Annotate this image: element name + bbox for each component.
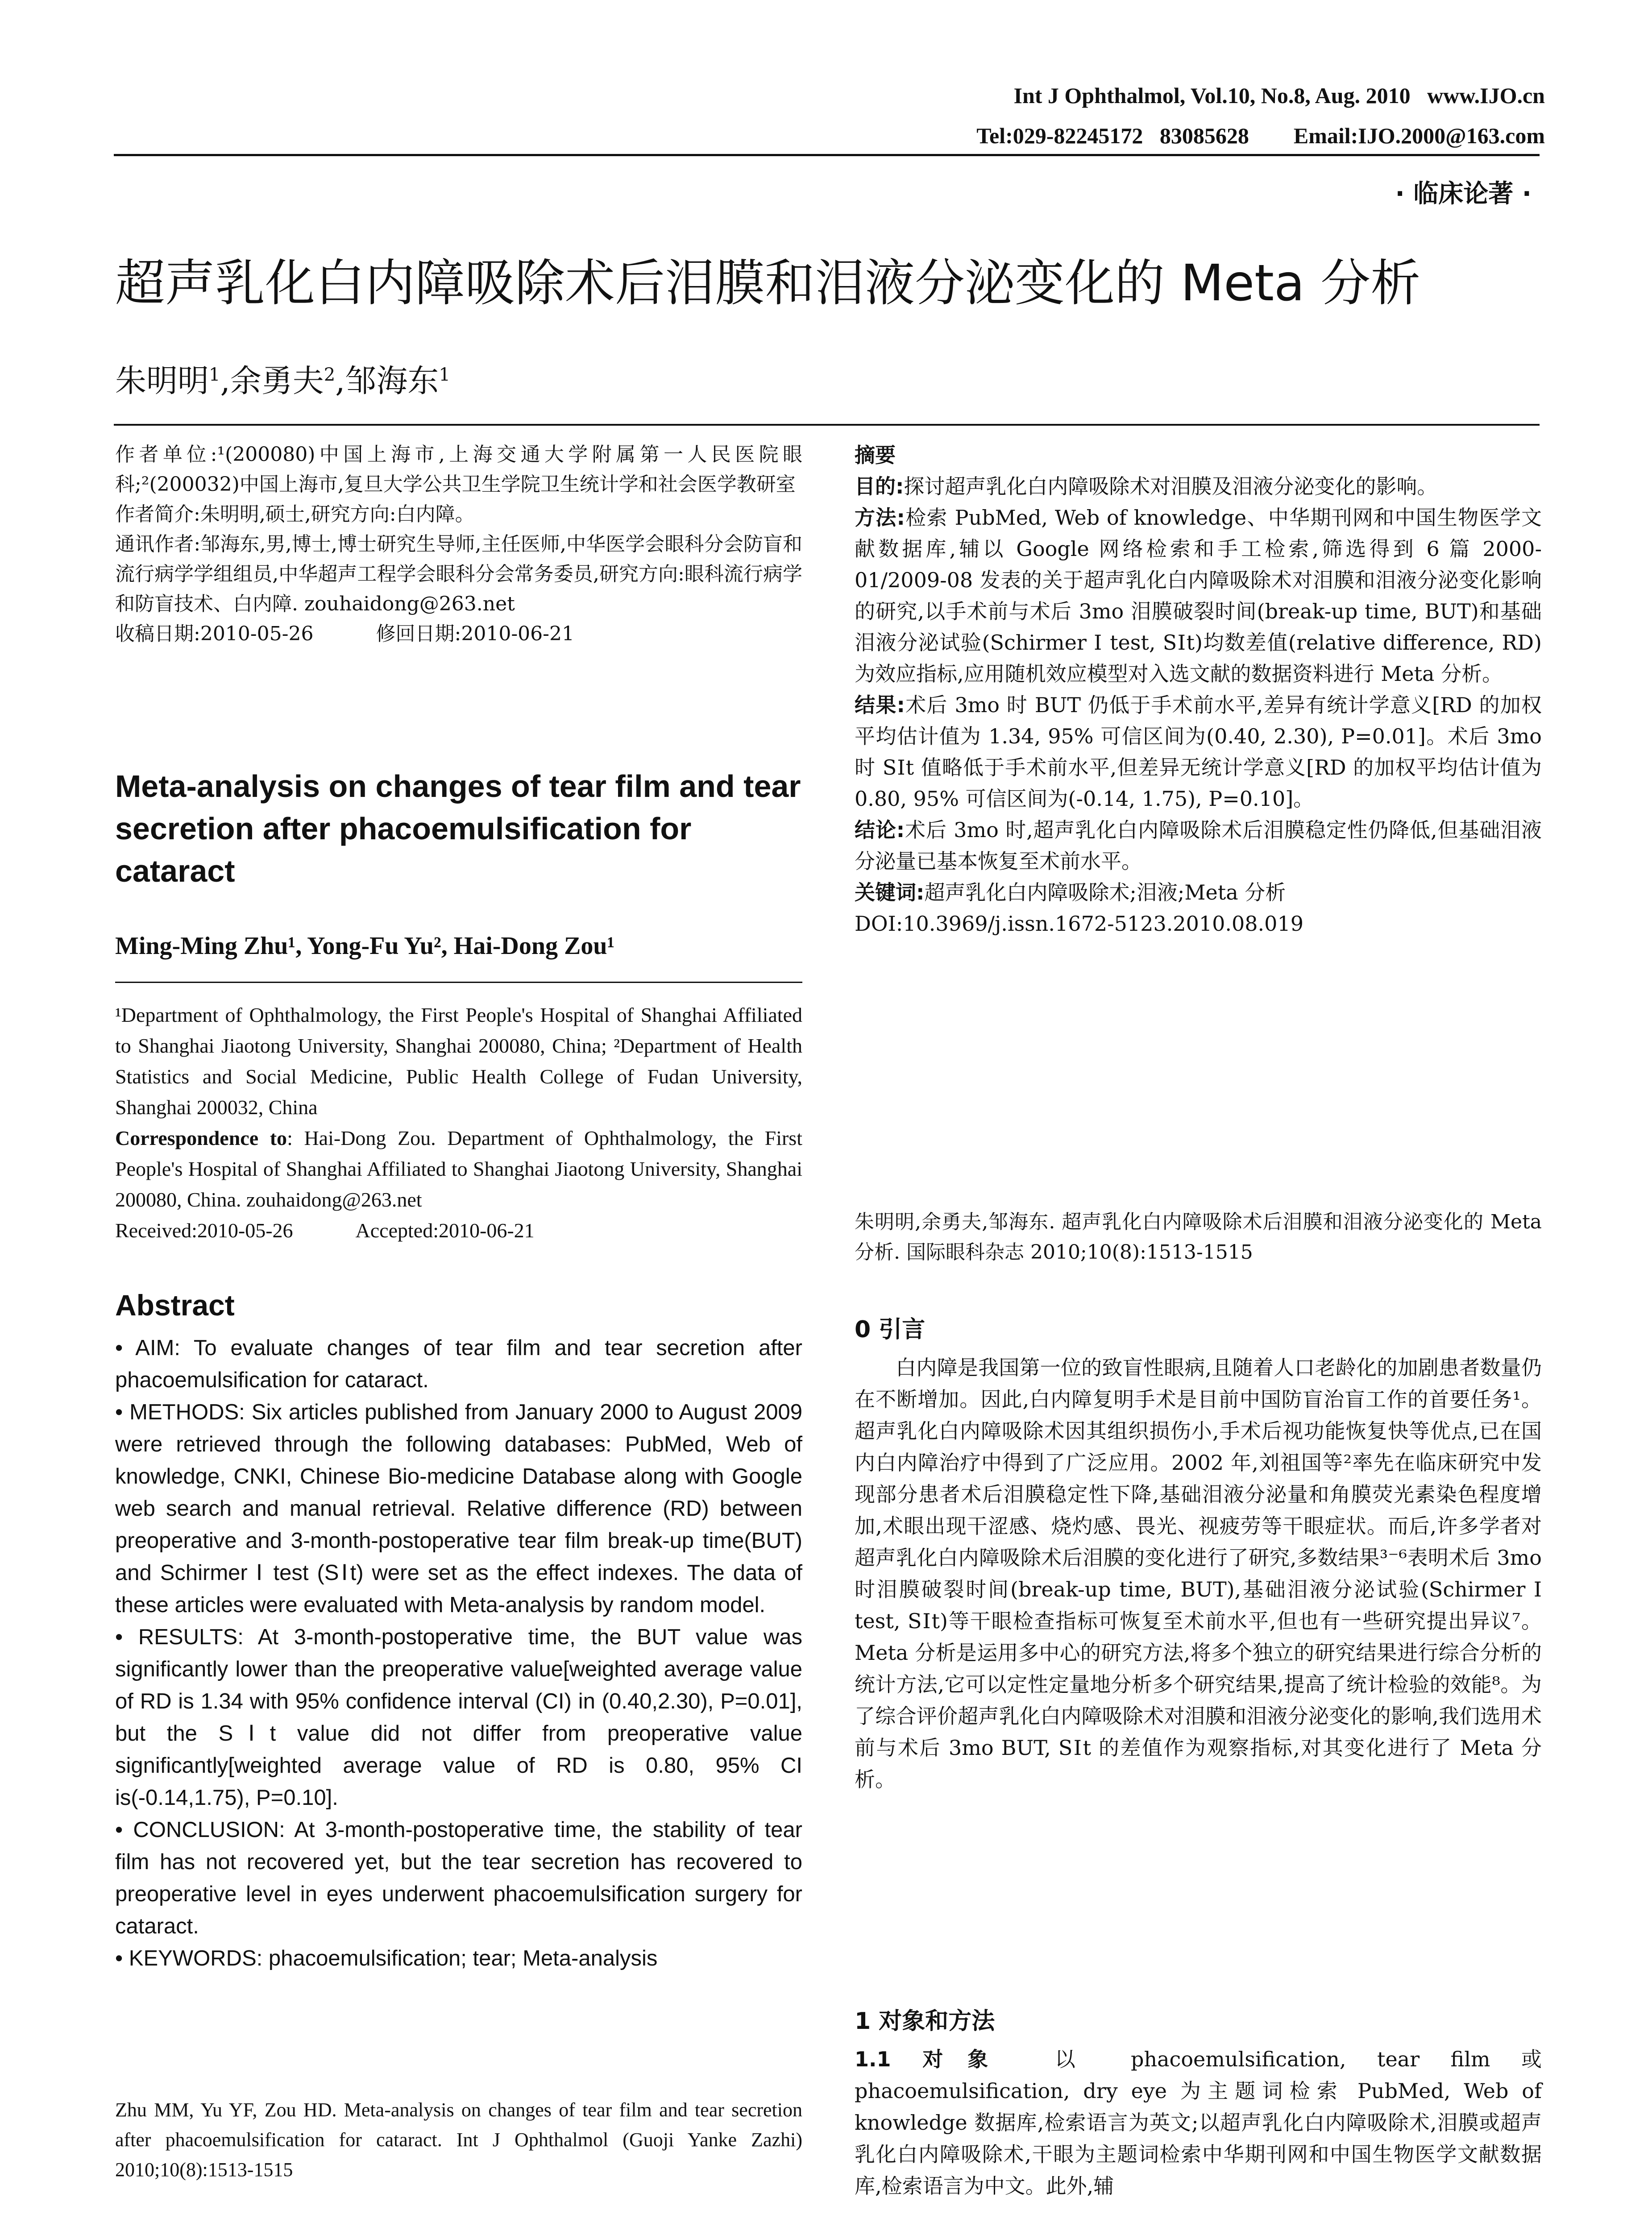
methods-label-en: • METHODS [115,1400,239,1424]
received-date-cn: 收稿日期:2010-05-26 [115,622,314,645]
journal-header-line2: Tel:029-82245172 83085628 Email:IJO.2000@163.com [976,123,1545,148]
conclusion-text-cn: 术后 3mo 时,超声乳化白内障吸除术后泪膜稳定性仍降低,但基础泪液分泌量已基本恢复至术前水平。 [855,818,1542,873]
affiliation-en-block [115,999,802,1246]
abstract-cn-results [855,689,1542,814]
abstract-en-keywords [115,1942,802,1974]
citation-en: Zhu MM, Yu YF, Zou HD. Meta-analysis on changes of tear film and tear secretion after phacoemulsification for cataract. Int J Ophthalmol (Guoji Yanke Zazhi) 2010;10(8):1513-1515 [115,2099,802,2181]
authors-rule [115,982,802,983]
header-rule [114,154,1540,156]
citation-cn: 朱明明,余勇夫,邹海东. 超声乳化白内障吸除术后泪膜和泪液分泌变化的 Meta 分析. 国际眼科杂志 2010;10(8):1513-1515 [855,1211,1542,1264]
keywords-text-en: : phacoemulsification; tear; Meta-analysis [256,1946,658,1970]
aim-text-cn: 探讨超声乳化白内障吸除术对泪膜及泪液分泌变化的影响。 [904,474,1438,498]
keywords-label-cn: 关键词: [855,880,925,904]
received-date-en: Received:2010-05-26 [115,1219,293,1242]
abstract-en-aim [115,1332,802,1396]
author-cn-3: 邹海东 [345,362,439,399]
affiliation-en: ¹Department of Ophthalmology, the First People's Hospital of Shanghai Affiliated to Shanghai Jiaotong University, Shanghai 200080, China; ²Department of Health Statistics and Social Medicine, Public Health College of Fudan University, Shanghai 200032, China [115,1004,802,1119]
keywords-label-en: • KEYWORDS [115,1946,257,1970]
abstract-cn-conclusion [855,814,1542,877]
results-label-en: • RESULTS [115,1625,238,1649]
correspondence-en-text: : Hai-Dong Zou. Department of Ophthalmology, the First People's Hospital of Shanghai Affiliated to Shanghai Jiaotong University, Shanghai 200080, China. zouhaidong@263.net [115,1127,802,1211]
author-cn-2-mark: 2 [324,365,336,385]
left-meta [115,440,802,649]
methods-label-cn: 方法: [855,506,905,530]
authors-en: Ming-Ming Zhu¹, Yong-Fu Yu², Hai-Dong Zou¹ [115,932,615,960]
abstract-en-conclusion [115,1814,802,1942]
correspondence-cn: 通讯作者:邹海东,男,博士,博士研究生导师,主任医师,中华医学会眼科分会防盲和流行病学学组组员,中华超声工程学会眼科分会常务委员,研究方向:眼科流行病学和防盲技术、白内障. zouhaidong@263.net [115,533,802,615]
abstract-en-results [115,1621,802,1814]
abstract-cn [855,440,1542,939]
results-text-cn: 术后 3mo 时 BUT 仍低于手术前水平,差异有统计学意义[RD 的加权平均估计值为 1.34, 95% 可信区间为(0.40, 2.30), P=0.01]。术后 3mo 时 SⅠt 值略低于手术前水平,但差异无统计学意义[RD 的加权平均估计值为 0.80, 95% 可信区间为(-0.14, 1.75), P=0.10]。 [855,693,1542,811]
revised-date-cn: 修回日期:2010-06-21 [376,622,575,645]
page-title-cn: 超声乳化白内障吸除术后泪膜和泪液分泌变化的 Meta 分析 [115,254,1421,312]
aim-text-en: : To evaluate changes of tear film and tear secretion after phacoemulsification for cataract. [115,1336,802,1392]
conclusion-label-cn: 结论: [855,818,905,842]
methods-text-cn: 检索 PubMed, Web of knowledge、中华期刊网和中国生物医学文献数据库,辅以 Google 网络检索和手工检索,筛选得到 6 篇 2000-01/2009-08 发表的关于超声乳化白内障吸除术对泪膜和泪液分泌变化影响的研究,以手术前与术后 3mo 泪膜破裂时间(break-up time, BUT)和基础泪液分泌试验(Schirmer Ⅰ test, SⅠt)均数差值(relative difference, RD)为效应指标,应用随机效应模型对入选文献的数据资料进行 Meta 分析。 [855,506,1542,686]
abstract-cn-heading: 摘要 [855,443,896,467]
abstract-en-methods [115,1396,802,1621]
dates-cn [115,619,802,649]
abstract-en-heading: Abstract [115,1289,235,1322]
author-sep-1: , [220,362,230,399]
author-cn-1: 朱明明 [115,362,209,399]
affiliation-cn: 作者单位:¹(200080)中国上海市,上海交通大学附属第一人民医院眼科;²(200032)中国上海市,复旦大学公共卫生学院卫生统计学和社会医学教研室 [115,443,802,496]
results-text-en: : At 3-month-postoperative time, the BUT value was significantly lower than the preoperative value[weighted average value of RD is 1.34 with 95% confidence interval (CI) in (0.40,2.30), P=0.01], but the SⅠt value did not differ from preoperative value significantly[weighted average value of RD is 0.80, 95% CI is(-0.14,1.75), P=0.10]. [115,1625,802,1810]
correspondence-label: Correspondence to [115,1127,287,1149]
results-label-cn: 结果: [855,693,905,717]
author-cn-3-mark: 1 [439,365,450,385]
conclusion-text-en: : At 3-month-postoperative time, the stability of tear film has not recovered yet, but the tear secretion has recovered to preoperative level in eyes underwent phacoemulsification surgery for cataract. [115,1818,802,1938]
conclusion-label-en: • CONCLUSION [115,1818,279,1842]
aim-label-cn: 目的: [855,474,904,498]
abstract-en [115,1332,802,1974]
accepted-date-en: Accepted:2010-06-21 [355,1219,535,1242]
keywords-text-cn: 超声乳化白内障吸除术;泪液;Meta 分析 [924,880,1286,904]
abstract-cn-keywords [855,877,1542,908]
abstract-cn-methods [855,502,1542,689]
author-cn-2: 余勇夫 [230,362,324,399]
aim-label-en: • AIM [115,1336,174,1360]
intro-paragraph: 白内障是我国第一位的致盲性眼病,且随着人口老龄化的加剧患者数量仍在不断增加。因此,白内障复明手术是目前中国防盲治盲工作的首要任务¹。超声乳化白内障吸除术因其组织损伤小,手术后视功能恢复快等优点,已在国内白内障治疗中得到了广泛应用。2002 年,刘祖国等²率先在临床研究中发现部分患者术后泪膜稳定性下降,基础泪液分泌量和角膜荧光素染色程度增加,术眼出现干涩感、烧灼感、畏光、视疲劳等干眼症状。而后,许多学者对超声乳化白内障吸除术后泪膜的变化进行了研究,多数结果³⁻⁶表明术后 3mo 时泪膜破裂时间(break-up time, BUT),基础泪液分泌试验(Schirmer Ⅰ test, SⅠt)等干眼检查指标可恢复至术前水平,但也有一些研究提出异议⁷。Meta 分析是运用多中心的研究方法,将多个独立的研究结果进行综合分析的统计方法,它可以定性定量地分析多个研究结果,提高了统计检验的效能⁸。为了综合评价超声乳化白内障吸除术对泪膜和泪液分泌变化的影响,我们选用术前与术后 3mo BUT, SⅠt 的差值作为观察指标,对其变化进行了 Meta 分析。 [855,1356,1542,1791]
intro-heading: 0 引言 [855,1316,926,1343]
dates-en [115,1215,802,1246]
title-rule [114,424,1540,426]
methods-text-en: : Six articles published from January 2000 to August 2009 were retrieved through the following databases: PubMed, Web of knowledge, CNKI, Chinese Bio-medicine Database along with Google web search and manual retrieval. Relative difference (RD) between preoperative and 3-month-postoperative tear film break-up time(BUT) and Schirmer Ⅰ test (SⅠt) were set as the effect indexes. The data of these articles were evaluated with Meta-analysis by random model. [115,1400,802,1617]
methods-paragraph [855,2044,1542,2202]
journal-header-line1: Int J Ophthalmol, Vol.10, No.8, Aug. 2010 www.IJO.cn [1013,83,1545,108]
author-bio-cn: 作者简介:朱明明,硕士,研究方向:白内障。 [115,503,475,526]
title-en: Meta-analysis on changes of tear film and tear secretion after phacoemulsification for cataract [115,769,801,888]
doi: DOI:10.3969/j.issn.1672-5123.2010.08.019 [855,912,1303,936]
author-cn-1-mark: 1 [209,365,220,385]
section-tag: · 临床论著 · [1395,179,1532,208]
correspondence-en [115,1123,802,1215]
methods-sub-text: 以 phacoemulsification, tear film 或 phacoemulsification, dry eye 为主题词检索 PubMed, Web of knowledge 数据库,检索语言为英文;以超声乳化白内障吸除术,泪膜或超声乳化白内障吸除术,干眼为主题词检索中华期刊网和中国生物医学文献数据库,检索语言为中文。此外,辅 [855,2047,1542,2198]
authors-cn [115,352,450,403]
author-sep-2: , [335,362,345,399]
methods-heading: 1 对象和方法 [855,2008,995,2035]
abstract-cn-aim [855,471,1542,502]
methods-sub-label: 1.1 对象 [855,2047,1013,2071]
